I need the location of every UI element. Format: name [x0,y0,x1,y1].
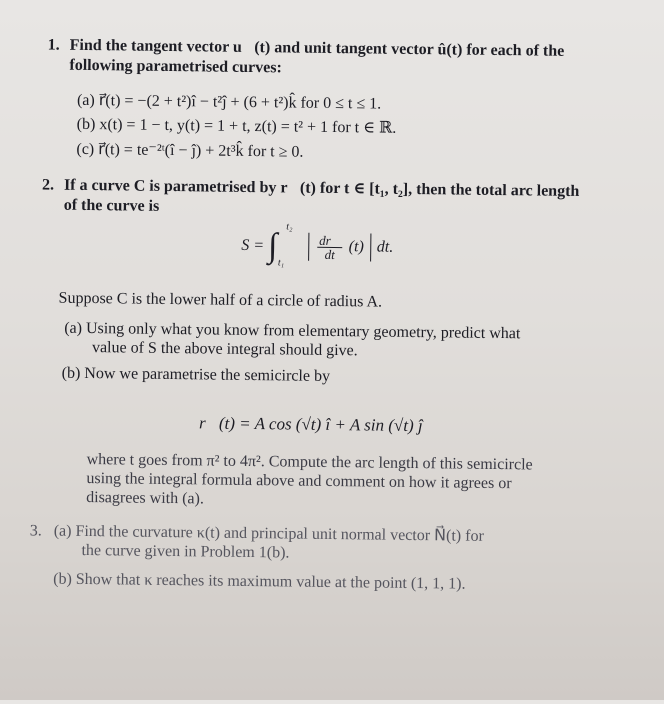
q2-line1: If a curve C is parametrised by r⃗(t) for t ∈ [t₁, t₂], then the total arc length [63,176,580,201]
q3-part-a-line1: (a) Find the curvature κ(t) and principal unit normal vector N⃗(t) for [53,522,484,545]
q2-number: 2. [41,176,55,194]
formula-lower-limit: t₁ [277,257,285,269]
q2-suppose: Suppose C is the lower half of a circle of radius A. [58,289,383,311]
q2-part-b-line3: using the integral formula above and comment on how it agrees or [86,470,512,493]
q2-line2: of the curve is [63,196,160,215]
formula-denominator: dt [324,246,335,262]
formula-lhs: S = [241,236,265,255]
integral-sign-icon: ∫ [267,227,278,265]
abs-bar-left [308,233,309,261]
arc-length-formula [241,221,394,275]
q2-part-a-line2: value of S the above integral should give. [91,339,358,360]
q1-part-b: (b) x(t) = 1 − t, y(t) = 1 + t, z(t) = t² + 1 for t ∈ ℝ. [76,115,397,137]
q1-line1: Find the tangent vector u⃗(t) and unit tangent vector û(t) for each of the [69,36,565,60]
q1-part-c: (c) r⃗(t) = te⁻²ᵗ(î − ĵ) + 2t³k̂ for t ≥ 0. [76,140,304,161]
param-formula: r⃗(t) = A cos (√t) î + A sin (√t) ĵ [198,413,423,436]
formula-fraction [317,233,343,260]
q3-part-b-line1: (b) Show that κ reaches its maximum value at the point (1, 1, 1). [53,570,466,593]
q1-number: 1. [47,36,60,54]
formula-arg: (t) [348,238,364,256]
q3-number: 3. [29,522,42,540]
abs-bar-right [370,233,371,261]
q1-line2: following parametrised curves: [69,56,282,77]
formula-upper-limit: t₂ [286,221,293,233]
q2-part-b-line4: disagrees with (a). [86,489,205,508]
formula-numerator: dr⃗ [319,232,341,248]
q1-part-a: (a) r⃗(t) = −(2 + t²)î − t²ĵ + (6 + t²)k̂ for 0 ≤ t ≤ 1. [76,91,382,113]
formula-dt: dt. [376,238,394,256]
q3-part-a-line2: the curve given in Problem 1(b). [81,541,290,562]
q2-part-b-line1: (b) Now we parametrise the semicircle by [61,364,331,385]
q2-part-b-line2: where t goes from π² to 4π². Compute the arc length of this semicircle [86,451,533,474]
q2-part-a-line1: (a) Using only what you know from elementary geometry, predict what [64,319,521,343]
